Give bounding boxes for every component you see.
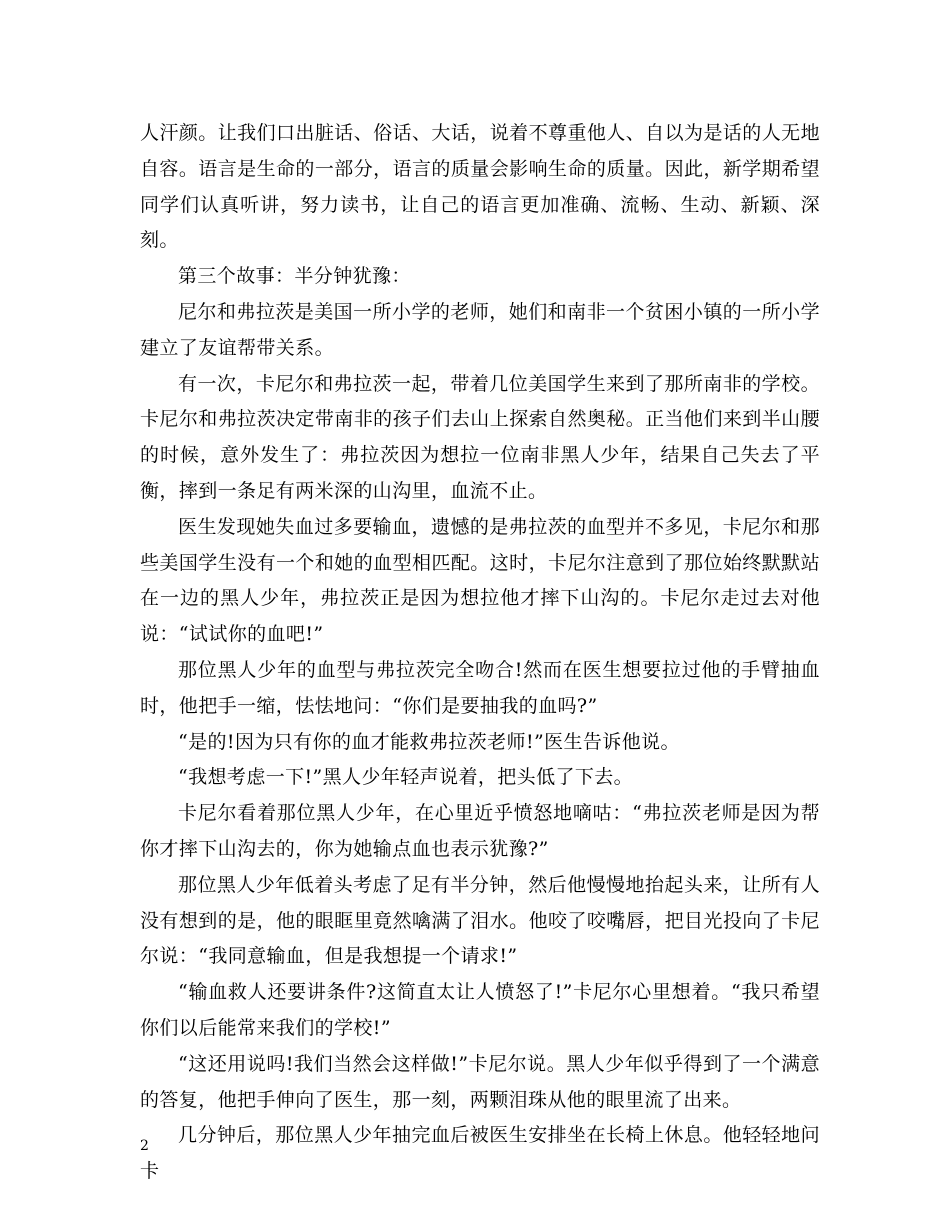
paragraph: “是的!因为只有你的血才能救弗拉茨老师!”医生告诉他说。 [178,730,680,753]
document-body [140,116,820,1190]
paragraph: “输血救人还要讲条件?这简直太让人愤怒了!”卡尼尔心里想着。“我只希望你们以后能常来我们的学校!” [140,981,820,1039]
paragraph: 卡尼尔看着那位黑人少年，在心里近乎愤怒地嘀咕：“弗拉茨老师是因为帮你才摔下山沟去的，你为她输点血也表示犹豫?” [140,802,820,860]
page-number: 2 [140,1138,149,1154]
paragraph: 那位黑人少年低着头考虑了足有半分钟，然后他慢慢地抬起头来，让所有人没有想到的是，他的眼眶里竟然噙满了泪水。他咬了咬嘴唇，把目光投向了卡尼尔说：“我同意输血，但是我想提一个请求!” [140,873,820,968]
paragraph: 有一次，卡尼尔和弗拉茨一起，带着几位美国学生来到了那所南非的学校。卡尼尔和弗拉茨决定带南非的孩子们去山上探索自然奥秘。正当他们来到半山腰的时候，意外发生了：弗拉茨因为想拉一位南非黑人少年，结果自己失去了平衡，摔到一条足有两米深的山沟里，血流不止。 [140,372,820,502]
paragraph: 几分钟后，那位黑人少年抽完血后被医生安排坐在长椅上休息。他轻轻地问卡 [140,1124,820,1183]
paragraph: 人汗颜。让我们口出脏话、俗话、大话，说着不尊重他人、自以为是话的人无地自容。语言是生命的一部分，语言的质量会影响生命的质量。因此，新学期希望同学们认真听讲，努力读书，让自己的语言更加准确、流畅、生动、新颖、深刻。 [140,122,820,252]
paragraph: 医生发现她失血过多要输血，遗憾的是弗拉茨的血型并不多见，卡尼尔和那些美国学生没有一个和她的血型相匹配。这时，卡尼尔注意到了那位始终默默站在一边的黑人少年，弗拉茨正是因为想拉他才摔下山沟的。卡尼尔走过去对他说：“试试你的血吧!” [140,515,820,646]
paragraph: “这还用说吗!我们当然会这样做!”卡尼尔说。黑人少年似乎得到了一个满意的答复，他把手伸向了医生，那一刻，两颗泪珠从他的眼里流了出来。 [140,1052,820,1111]
paragraph: 那位黑人少年的血型与弗拉茨完全吻合!然而在医生想要拉过他的手臂抽血时，他把手一缩，怯怯地问：“你们是要抽我的血吗?” [140,658,820,717]
paragraph: 尼尔和弗拉茨是美国一所小学的老师，她们和南非一个贫困小镇的一所小学建立了友谊帮带关系。 [140,300,820,359]
paragraph: “我想考虑一下!”黑人少年轻声说着，把头低了下去。 [178,766,634,789]
section-heading: 第三个故事：半分钟犹豫： [178,265,411,288]
